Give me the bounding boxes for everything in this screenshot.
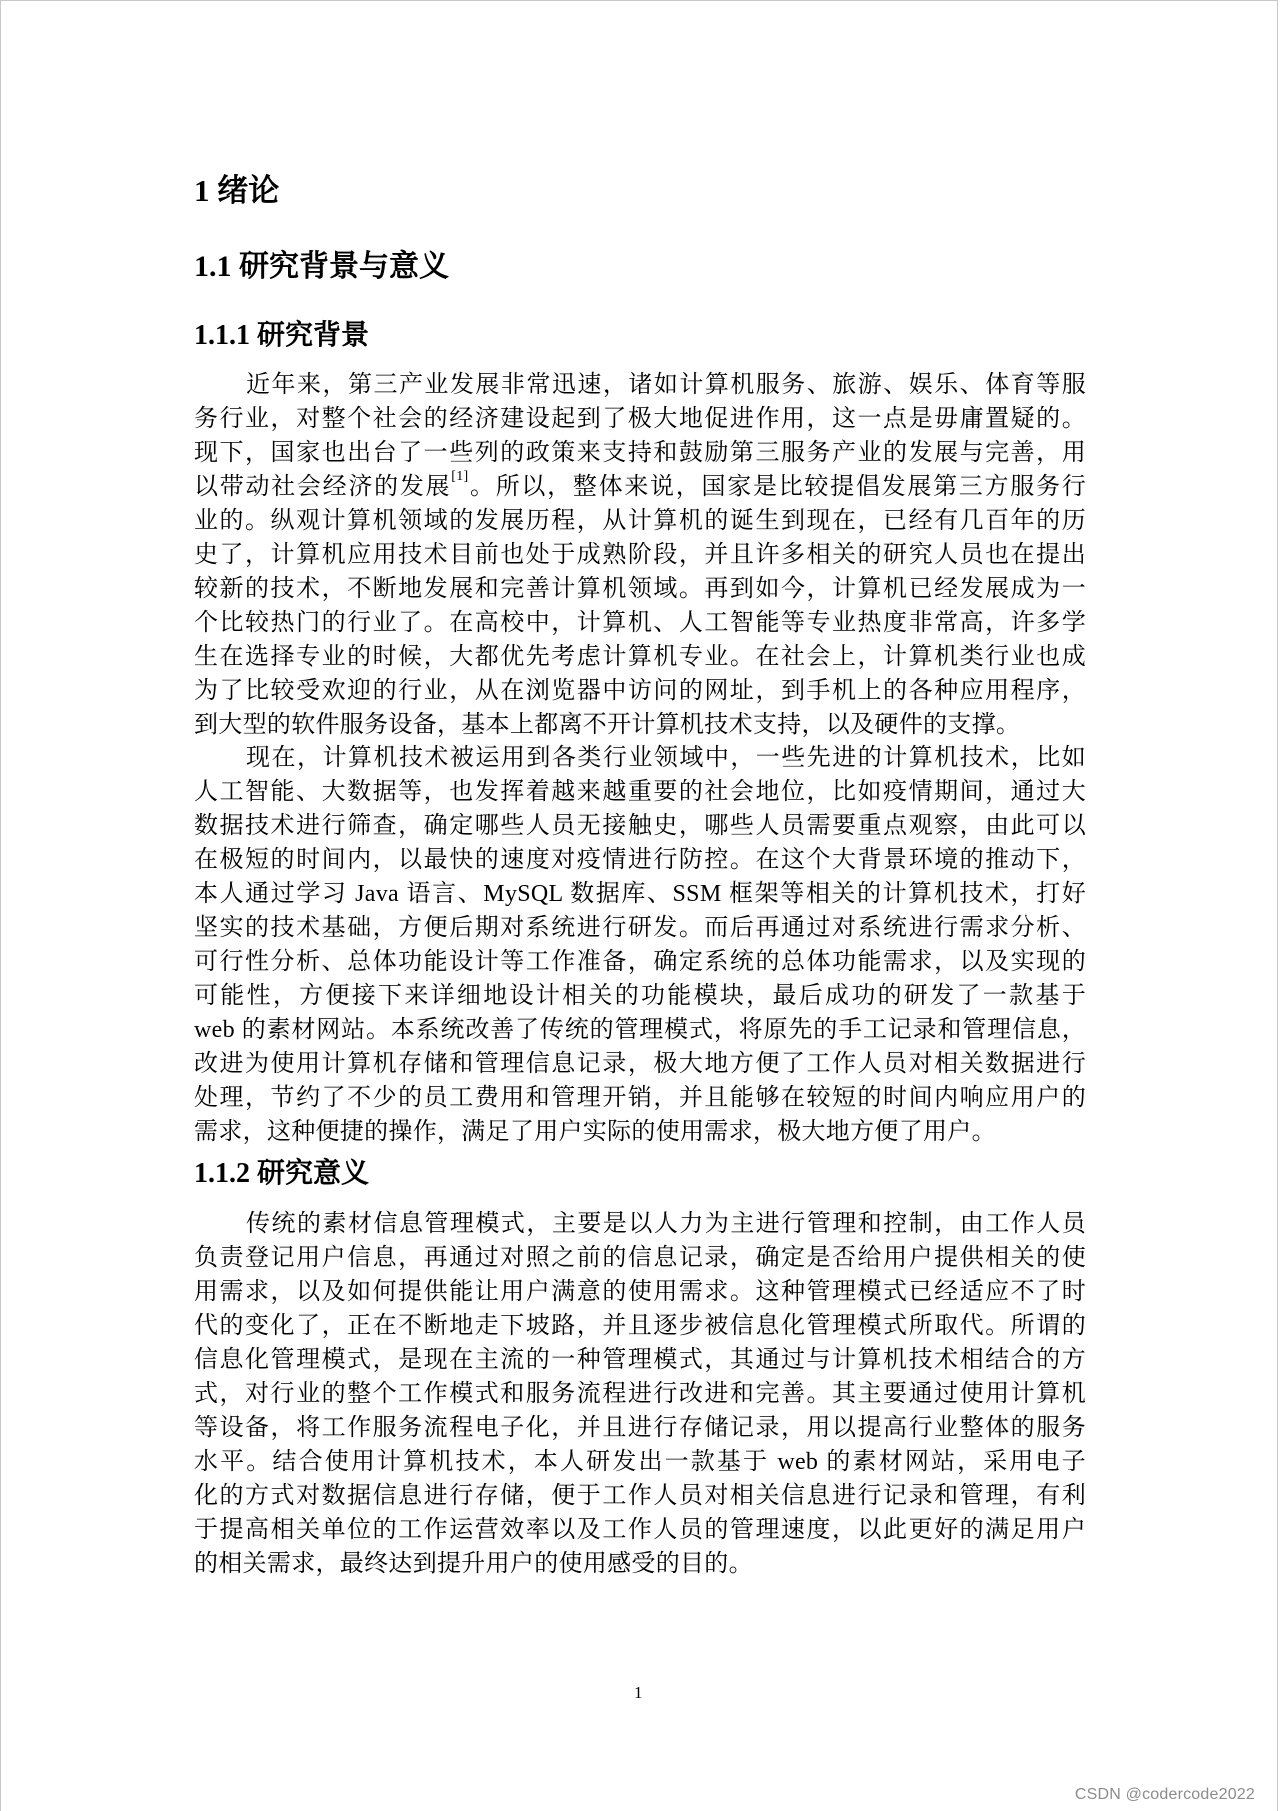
- text-segment: 以带动社会经济的发展: [194, 474, 452, 500]
- text-line: 可能性，方便接下来详细地设计相关的功能模块，最后成功的研发了一款基于: [194, 983, 1086, 1009]
- paragraph-background-1: [194, 368, 1086, 742]
- text-line: 式，对行业的整个工作模式和服务流程进行改进和完善。其主要通过使用计算机: [194, 1381, 1086, 1407]
- paragraph-significance: [194, 1207, 1086, 1581]
- text-line: 传统的素材信息管理模式，主要是以人力为主进行管理和控制，由工作人员: [246, 1211, 1086, 1237]
- text-line: 生在选择专业的时候，大都优先考虑计算机专业。在社会上，计算机类行业也成: [194, 644, 1086, 670]
- section-title: 1.1 研究背景与意义: [194, 250, 449, 283]
- text-line: 现在，计算机技术被运用到各类行业领域中，一些先进的计算机技术，比如: [246, 745, 1086, 771]
- text-line: 到大型的软件服务设备，基本上都离不开计算机技术支持，以及硬件的支撑。: [194, 712, 1021, 738]
- text-line: 负责登记用户信息，再通过对照之前的信息记录，确定是否给用户提供相关的使: [194, 1245, 1086, 1271]
- citation-reference[interactable]: [1]: [451, 469, 469, 484]
- text-line: 务行业，对整个社会的经济建设起到了极大地促进作用，这一点是毋庸置疑的。: [194, 406, 1086, 432]
- text-line: 在极短的时间内，以最快的速度对疫情进行防控。在这个大背景环境的推动下，: [194, 847, 1086, 873]
- watermark: CSDN @codercode2022: [1074, 1786, 1255, 1803]
- text-line: 本人通过学习 Java 语言、MySQL 数据库、SSM 框架等相关的计算机技术，打好: [194, 881, 1086, 907]
- text-line: 处理，节约了不少的员工费用和管理开销，并且能够在较短的时间内响应用户的: [194, 1085, 1086, 1111]
- paragraph-background-2: [194, 741, 1086, 1149]
- text-line: 较新的技术，不断地发展和完善计算机领域。再到如今，计算机已经发展成为一: [194, 576, 1086, 602]
- text-line: 改进为使用计算机存储和管理信息记录，极大地方便了工作人员对相关数据进行: [194, 1051, 1086, 1077]
- text-line: 业的。纵观计算机领域的发展历程，从计算机的诞生到现在，已经有几百年的历: [194, 508, 1086, 534]
- text-line: 可行性分析、总体功能设计等工作准备，确定系统的总体功能需求，以及实现的: [194, 949, 1086, 975]
- subsection-title-significance: 1.1.2 研究意义: [194, 1158, 370, 1189]
- text-line: 史了，计算机应用技术目前也处于成熟阶段，并且许多相关的研究人员也在提出: [194, 542, 1086, 568]
- text-line: 坚实的技术基础，方便后期对系统进行研发。而后再通过对系统进行需求分析、: [194, 915, 1086, 941]
- text-line: 化的方式对数据信息进行存储，便于工作人员对相关信息进行记录和管理，有利: [194, 1483, 1086, 1509]
- text-line: 代的变化了，正在不断地走下坡路，并且逐步被信息化管理模式所取代。所谓的: [194, 1313, 1086, 1339]
- text-line: 需求，这种便捷的操作，满足了用户实际的使用需求，极大地方便了用户。: [194, 1119, 996, 1145]
- text-line: 等设备，将工作服务流程电子化，并且进行存储记录，用以提高行业整体的服务: [194, 1415, 1086, 1441]
- text-line: 个比较热门的行业了。在高校中，计算机、人工智能等专业热度非常高，许多学: [194, 610, 1086, 636]
- subsection-title-background: 1.1.1 研究背景: [194, 320, 370, 351]
- text-line: 的相关需求，最终达到提升用户的使用感受的目的。: [194, 1551, 753, 1577]
- text-line: 于提高相关单位的工作运营效率以及工作人员的管理速度，以此更好的满足用户: [194, 1517, 1086, 1543]
- text-line: 人工智能、大数据等，也发挥着越来越重要的社会地位，比如疫情期间，通过大: [194, 779, 1086, 805]
- text-line: 用需求，以及如何提供能让用户满意的使用需求。这种管理模式已经适应不了时: [194, 1279, 1086, 1305]
- text-segment: 。所以，整体来说，国家是比较提倡发展第三方服务行: [468, 474, 1087, 500]
- text-line: 为了比较受欢迎的行业，从在浏览器中访问的网址，到手机上的各种应用程序，: [194, 678, 1086, 704]
- text-line: 近年来，第三产业发展非常迅速，诸如计算机服务、旅游、娱乐、体育等服: [246, 372, 1086, 398]
- text-line: 信息化管理模式，是现在主流的一种管理模式，其通过与计算机技术相结合的方: [194, 1347, 1086, 1373]
- chapter-title: 1 绪论: [194, 173, 280, 208]
- text-line: 现下，国家也出台了一些列的政策来支持和鼓励第三服务产业的发展与完善，用: [194, 440, 1086, 466]
- text-line-with-citation: [194, 470, 1086, 504]
- text-line: 水平。结合使用计算机技术，本人研发出一款基于 web 的素材网站，采用电子: [194, 1449, 1086, 1475]
- page-number: 1: [634, 1683, 643, 1702]
- text-line: web 的素材网站。本系统改善了传统的管理模式，将原先的手工记录和管理信息，: [194, 1017, 1086, 1043]
- text-line: 数据技术进行筛查，确定哪些人员无接触史，哪些人员需要重点观察，由此可以: [194, 813, 1086, 839]
